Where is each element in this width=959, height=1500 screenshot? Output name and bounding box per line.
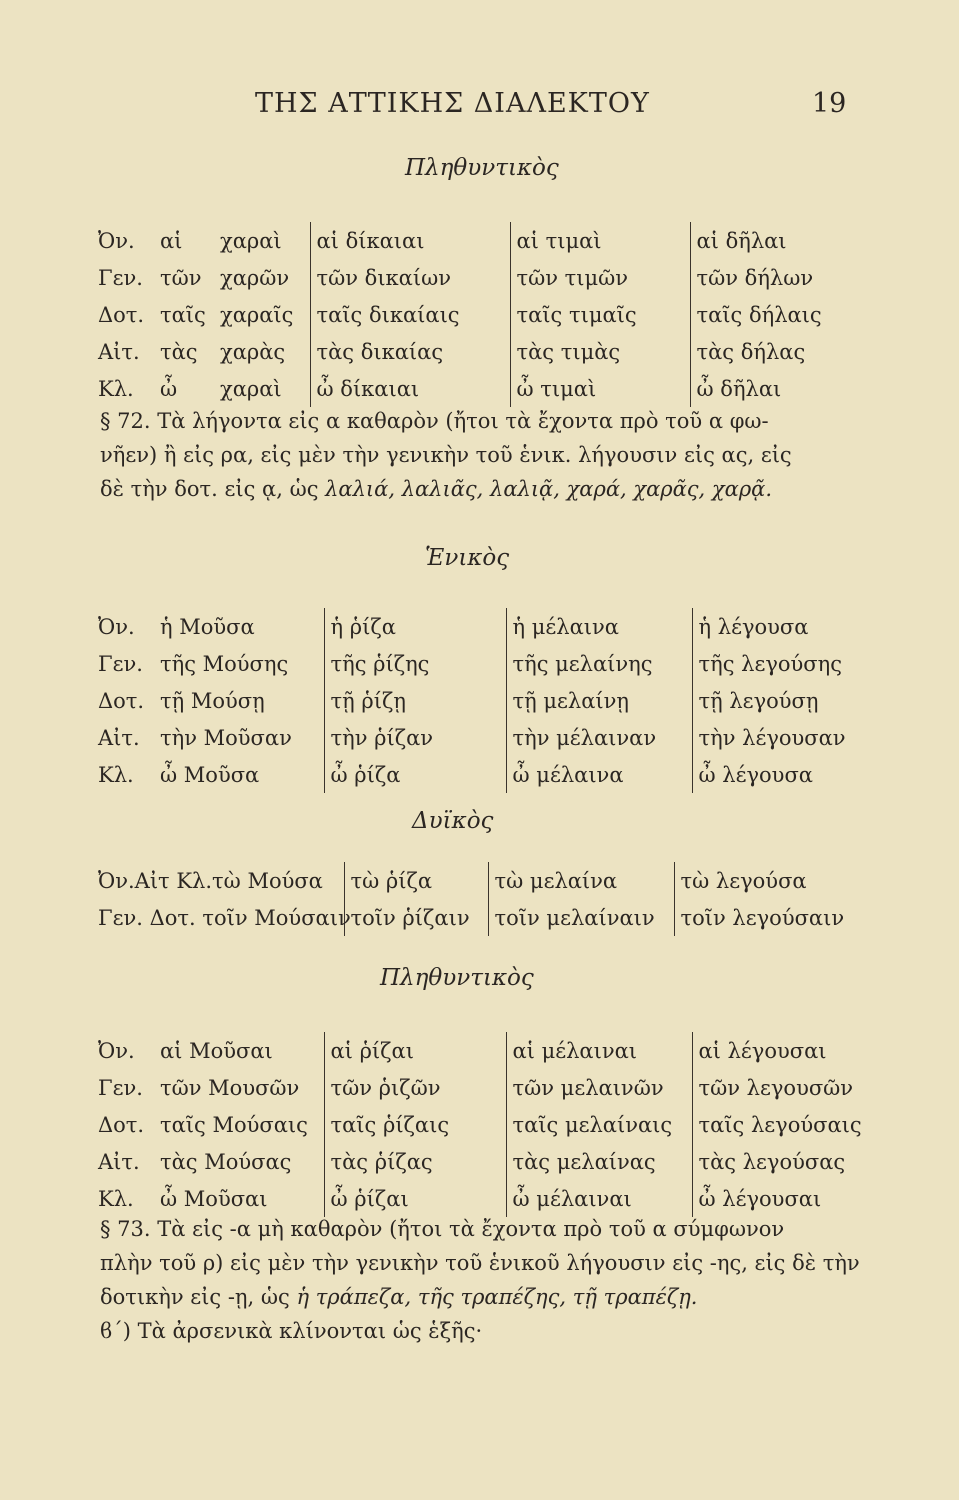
table-cell: τῆς Μούσης [160, 651, 289, 676]
case-label: Κλ. [98, 1186, 134, 1211]
table-cell: τὰς [160, 339, 198, 364]
table-cell: τῶν δικαίων [310, 259, 510, 296]
table-row [92, 370, 862, 407]
table-cell: τῆς ῥίζης [324, 645, 506, 682]
table-cell: τὰς λεγούσας [692, 1143, 862, 1180]
section-title-plural-2: Πληθυντικὸς [380, 965, 534, 991]
table-cell: τὴν ῥίζαν [324, 719, 506, 756]
table-cell: ἡ Μοῦσα [160, 614, 255, 639]
table-cell: αἱ μέλαιναι [506, 1032, 692, 1069]
section-title-plural-1: Πληθυντικὸς [405, 155, 559, 181]
page-header [0, 88, 959, 128]
paragraph-72 [100, 404, 870, 506]
table-cell: ὦ μέλαιναι [506, 1180, 692, 1217]
table-cell: τὴν Μοῦσαν [160, 725, 292, 750]
case-label: Γεν. [98, 1075, 143, 1100]
table-cell: αἱ [160, 228, 183, 253]
case-label: Αἰτ. [98, 725, 140, 750]
paragraph-73 [100, 1212, 870, 1348]
table-cell: τὰς δήλας [690, 333, 862, 370]
example-words: λαλιά, λαλιᾶς, λαλιᾷ, χαρά, χαρᾶς, χαρᾷ. [325, 477, 773, 501]
table-cell: τῶν δήλων [690, 259, 862, 296]
paragraph-line: νῆεν) ἢ εἰς ρα, εἰς μὲν τὴν γενικὴν τοῦ ἑνικ. λήγουσιν εἰς ας, εἰς [100, 443, 792, 467]
table-cell: ὦ ῥίζα [324, 756, 506, 793]
paradigm-table-singular [92, 608, 862, 793]
case-label: Αἰτ. [98, 339, 140, 364]
table-row [92, 1032, 862, 1069]
table-row [92, 1106, 862, 1143]
table-cell: αἱ τιμαὶ [510, 222, 690, 259]
table-cell: ταῖς λεγούσαις [692, 1106, 862, 1143]
table-cell: ταῖς τιμαῖς [510, 296, 690, 333]
table-cell: ταῖς Μούσαις [160, 1112, 308, 1137]
table-cell: τῇ ῥίζῃ [324, 682, 506, 719]
table-row [92, 296, 862, 333]
case-label: Γεν. [98, 265, 143, 290]
table-cell: τὰς δικαίας [310, 333, 510, 370]
table-cell: ἡ λέγουσα [692, 608, 862, 645]
table-cell: τὴν μέλαιναν [506, 719, 692, 756]
paradigm-table-dual [92, 862, 862, 936]
case-label: Ὀν. [98, 1038, 135, 1063]
case-label: Κλ. [98, 762, 134, 787]
paragraph-line: § 73. Τὰ εἰς -α μὴ καθαρὸν (ἤτοι τὰ ἔχοντα πρὸ τοῦ α σύμφωνον [100, 1217, 785, 1241]
page-number: 19 [812, 88, 847, 119]
example-words: ἡ τράπεζα, τῆς τραπέζης, τῇ τραπέζῃ. [296, 1285, 698, 1309]
table-cell: τῆς λεγούσης [692, 645, 862, 682]
table-cell: τῶν λεγουσῶν [692, 1069, 862, 1106]
table-cell: χαρὰς [220, 339, 286, 364]
table-cell: τῇ Μούσῃ [160, 688, 265, 713]
table-cell: χαραὶ [220, 376, 282, 401]
table-cell: ὦ Μοῦσαι [160, 1186, 268, 1211]
table-cell: τὰς Μούσας [160, 1149, 292, 1174]
table-cell: τῇ μελαίνῃ [506, 682, 692, 719]
case-label: Δοτ. [98, 302, 145, 327]
paradigm-table-plural-1 [92, 222, 862, 407]
case-label: Δοτ. [98, 688, 145, 713]
table-cell: τῶν τιμῶν [510, 259, 690, 296]
table-cell: αἱ Μοῦσαι [160, 1038, 273, 1063]
table-cell: τῶν Μουσῶν [160, 1075, 300, 1100]
table-cell: ταῖς δικαίαις [310, 296, 510, 333]
table-cell: χαρῶν [220, 265, 290, 290]
table-cell: ὦ ῥίζαι [324, 1180, 506, 1217]
section-title-dual: Δυϊκὸς [412, 808, 494, 834]
table-row [92, 608, 862, 645]
table-cell: ὦ τιμαὶ [510, 370, 690, 407]
table-cell: τὰς ῥίζας [324, 1143, 506, 1180]
paragraph-line: πλὴν τοῦ ρ) εἰς μὲν τὴν γενικὴν τοῦ ἑνικοῦ λήγουσιν εἰς -ης, εἰς δὲ τὴν [100, 1251, 860, 1275]
paragraph-line: § 72. Τὰ λήγοντα εἰς α καθαρὸν (ἤτοι τὰ ἔχοντα πρὸ τοῦ α φω- [100, 409, 769, 433]
table-cell: ταῖς δήλαις [690, 296, 862, 333]
table-cell: τὼ μελαίνα [488, 862, 674, 899]
table-row [92, 756, 862, 793]
table-cell: ὦ λέγουσαι [692, 1180, 862, 1217]
table-row [92, 682, 862, 719]
paragraph-line [100, 1280, 870, 1314]
table-cell: ὦ Μοῦσα [160, 762, 260, 787]
table-cell: ταῖς ῥίζαις [324, 1106, 506, 1143]
table-cell: ταῖς μελαίναις [506, 1106, 692, 1143]
table-row [92, 259, 862, 296]
case-label: Αἰτ. [98, 1149, 140, 1174]
case-label: Κλ. [98, 376, 134, 401]
table-cell: αἱ ῥίζαι [324, 1032, 506, 1069]
table-cell: ὦ δῆλαι [690, 370, 862, 407]
table-row [92, 1069, 862, 1106]
table-cell: χαραῖς [220, 302, 294, 327]
table-cell: τῶν [160, 265, 202, 290]
running-title: ΤΗΣ ΑΤΤΙΚΗΣ ΔΙΑΛΕΚΤΟΥ [255, 88, 650, 119]
table-cell: τῇ λεγούσῃ [692, 682, 862, 719]
paragraph-line [100, 472, 870, 506]
table-row [92, 1143, 862, 1180]
table-cell: ὦ δίκαιαι [310, 370, 510, 407]
paragraph-text: δὲ τὴν δοτ. εἰς ᾳ, ὡς [100, 477, 326, 501]
table-row [92, 862, 862, 899]
case-label: Ὀν. [98, 228, 135, 253]
table-cell: τὰς τιμὰς [510, 333, 690, 370]
case-label: Ὀν. [98, 614, 135, 639]
table-cell: τὴν λέγουσαν [692, 719, 862, 756]
paragraph-line: ϐ΄) Τὰ ἀρσενικὰ κλίνονται ὡς ἑξῆς· [100, 1319, 483, 1343]
table-cell: ὦ [160, 376, 178, 401]
case-label: Γεν. [98, 651, 143, 676]
table-row [92, 719, 862, 756]
table-cell: ὦ μέλαινα [506, 756, 692, 793]
section-title-singular: Ἑνικὸς [425, 545, 510, 571]
table-cell: χαραὶ [220, 228, 282, 253]
paradigm-table-plural-2 [92, 1032, 862, 1217]
table-cell: ἡ μέλαινα [506, 608, 692, 645]
table-cell: τοῖν ῥίζαιν [344, 899, 488, 936]
table-cell: τοῖν μελαίναιν [488, 899, 674, 936]
paragraph-text: δοτικὴν εἰς -ῃ, ὡς [100, 1285, 297, 1309]
table-cell: αἱ λέγουσαι [692, 1032, 862, 1069]
case-label: Δοτ. [98, 1112, 145, 1137]
table-cell: ὦ λέγουσα [692, 756, 862, 793]
table-cell: Γεν. Δοτ. τοῖν Μούσαιν [98, 905, 351, 930]
table-cell: αἱ δίκαιαι [310, 222, 510, 259]
table-cell: αἱ δῆλαι [690, 222, 862, 259]
table-cell: Ὀν.Αἰτ Κλ.τὼ Μούσα [98, 868, 323, 893]
table-cell: τοῖν λεγούσαιν [674, 899, 862, 936]
table-row [92, 645, 862, 682]
table-cell: ἡ ῥίζα [324, 608, 506, 645]
table-cell: τὰς μελαίνας [506, 1143, 692, 1180]
table-row [92, 333, 862, 370]
table-cell: τῆς μελαίνης [506, 645, 692, 682]
table-row [92, 899, 862, 936]
table-cell: ταῖς [160, 302, 206, 327]
table-cell: τὼ ῥίζα [344, 862, 488, 899]
table-row [92, 222, 862, 259]
table-cell: τὼ λεγούσα [674, 862, 862, 899]
table-cell: τῶν μελαινῶν [506, 1069, 692, 1106]
table-cell: τῶν ῥιζῶν [324, 1069, 506, 1106]
